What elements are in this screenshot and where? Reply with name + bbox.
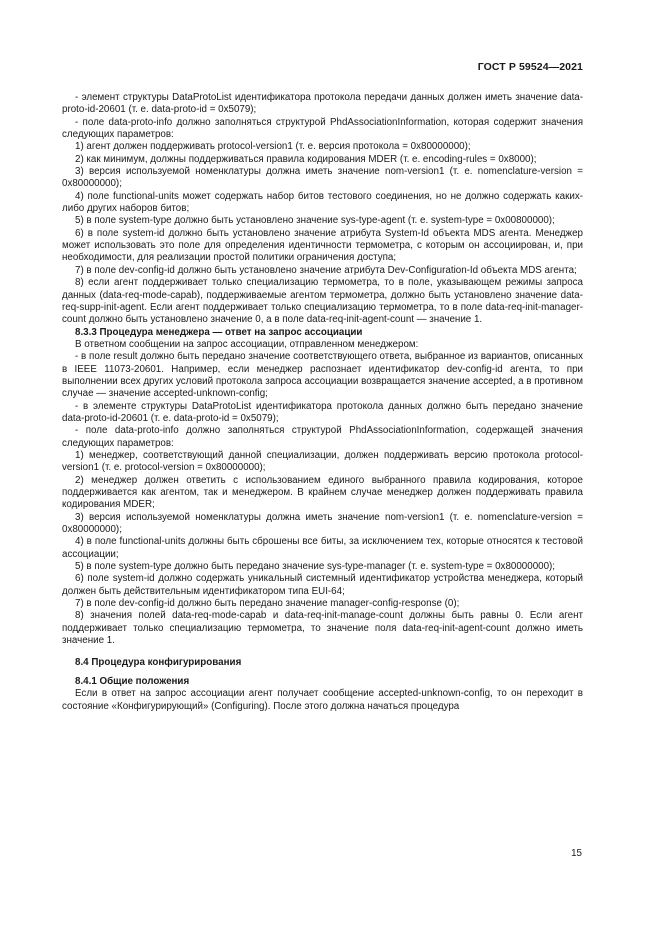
- paragraph: Если в ответ на запрос ассоциации агент получает сообщение accepted-unknown-config, то он переходит в состояние «Конфигурирующий» (Configuring). После этого должна начаться процедура: [62, 688, 583, 712]
- paragraph: 4) в поле functional-units должны быть сброшены все биты, за исключением тех, которые относятся к тестовой ассоциации;: [62, 536, 583, 560]
- paragraph: 1) менеджер, соответствующий данной специализации, должен поддерживать версию протокола protocol-version1 (т. е. protocol-version = 0x80000000);: [62, 449, 583, 474]
- document-body: [62, 92, 583, 713]
- paragraph: - в поле result должно быть передано значение соответствующего ответа, выбранное из вариантов, описанных в IEEE 11073-20601. Например, если менеджер распознает идентификатор dev-config-id агента, то при выполнении всех других условий протокола запроса ассоциации возвращается значение accepted, а в противном случае — значение accepted-unknown-config;: [62, 351, 583, 400]
- paragraph: 2) менеджер должен ответить с использованием единого выбранного правила кодирования, которое поддерживается как агентом, так и менеджером. В крайнем случае менеджер должен поддерживать правила кодирования MDER;: [62, 474, 583, 511]
- paragraph: 1) агент должен поддерживать protocol-version1 (т. е. версия протокола = 0x80000000);: [75, 141, 471, 153]
- page-number: 15: [571, 848, 582, 859]
- paragraph: 8) значения полей data-req-mode-capab и data-req-init-manage-count должны быть равны 0. Если агент поддерживает только специализацию термометра, то значение поля data-req-init-agent-count должно иметь значение 1.: [62, 610, 583, 647]
- paragraph: 5) в поле system-type должно быть передано значение sys-type-manager (т. е. system-type = 0x80000000);: [75, 561, 556, 573]
- paragraph: 6) в поле system-id должно быть установлено значение атрибута System-Id объекта MDS агента. Менеджер может использовать это поле для определения идентичности термометра, с которым он ассоциирован, и, при необходимости, для реализации простой политики ограничения доступа;: [62, 227, 583, 264]
- paragraph: 8) если агент поддерживает только специализацию термометра, то в поле, указывающем режимы запроса данных (data-req-mode-capab), поддерживаемые агентом термометра, должно быть установлено значение data-req-supp-init-agent. Если агент поддерживает только специализацию термометра, то в поле data-req-init-manager-count должно быть установлено значение 0, а в поле data-req-init-agent-count — значение 1.: [62, 277, 583, 326]
- paragraph: 3) версия используемой номенклатуры должна иметь значение nom-version1 (т. е. nomenclature-version = 0x80000000);: [62, 166, 583, 190]
- paragraph: 3) версия используемой номенклатуры должна иметь значение nom-version1 (т. е. nomenclature-version = 0x80000000);: [62, 511, 583, 536]
- paragraph: - в элементе структуры DataProtoList идентификатора протокола данных должно быть передано значение data-proto-id-20601 (т. е. data-proto-id = 0x5079);: [62, 400, 583, 424]
- paragraph: 2) как минимум, должны поддерживаться правила кодирования MDER (т. е. encoding-rules = 0x8000);: [75, 153, 537, 165]
- subsection-heading: 8.4.1 Общие положения: [75, 675, 190, 687]
- subsection-heading: 8.3.3 Процедура менеджера — ответ на запрос ассоциации: [75, 326, 363, 338]
- paragraph: - поле data-proto-info должно заполняться структурой PhdAssociationInformation, содержащей значения следующих параметров:: [62, 425, 583, 449]
- paragraph: 7) в поле dev-config-id должно быть установлено значение атрибута Dev-Configuration-Id объекта MDS агента;: [75, 264, 577, 276]
- paragraph: - элемент структуры DataProtoList идентификатора протокола передачи данных должен иметь значение data-proto-id-20601 (т. е. data-proto-id = 0x5079);: [62, 92, 583, 116]
- paragraph: 4) поле functional-units может содержать набор битов тестового соединения, но не должно содержать каких-либо других наборов битов;: [62, 190, 583, 215]
- paragraph: 7) в поле dev-config-id должно быть передано значение manager-config-response (0);: [75, 598, 460, 610]
- paragraph: В ответном сообщении на запрос ассоциации, отправленном менеджером:: [75, 338, 419, 350]
- paragraph: - поле data-proto-info должно заполняться структурой PhdAssociationInformation, которая содержит значения следующих параметров:: [62, 116, 583, 141]
- document-header-standard: ГОСТ Р 59524—2021: [477, 61, 583, 73]
- paragraph: 6) поле system-id должно содержать уникальный системный идентификатор устройства менеджера, который должен быть действительным идентификатором типа EUI-64;: [62, 573, 583, 597]
- section-heading: 8.4 Процедура конфигурирования: [75, 657, 242, 669]
- paragraph: 5) в поле system-type должно быть установлено значение sys-type-agent (т. е. system-type = 0x00800000);: [75, 215, 555, 227]
